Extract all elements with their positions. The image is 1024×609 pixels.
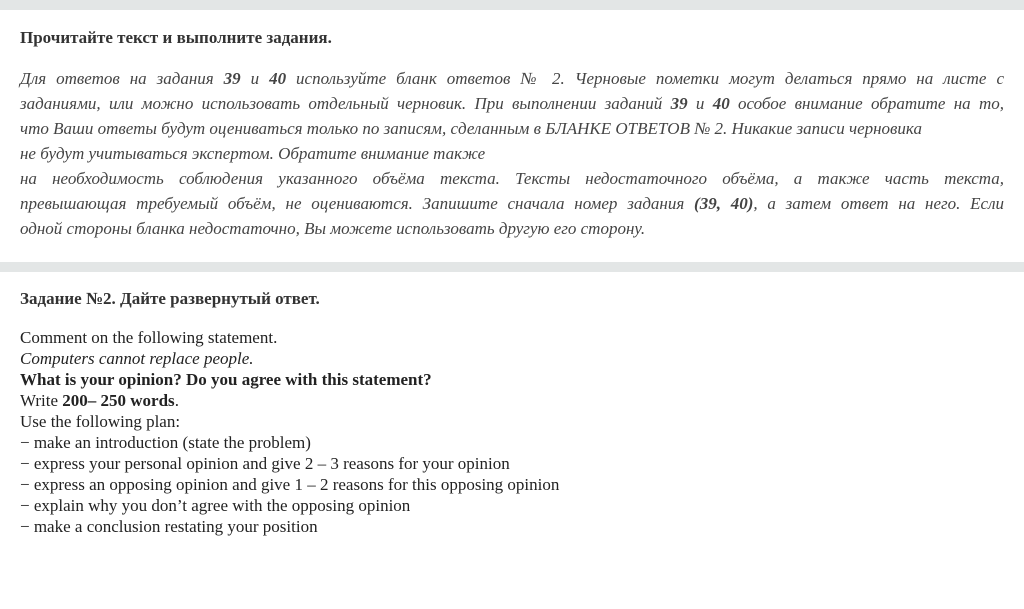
plan-item: − express an opposing opinion and give 1 – 2 reasons for this opposing opinion bbox=[20, 475, 560, 494]
intro-line-4: не будут учитываться экспертом. Обратите внимание также bbox=[20, 144, 486, 163]
task-section bbox=[0, 272, 1024, 537]
instructions-text bbox=[20, 66, 1004, 241]
instructions-section bbox=[0, 10, 1024, 262]
plan-intro: Use the following plan: bbox=[20, 412, 181, 431]
task-heading: Задание №2. Дайте развернутый ответ. bbox=[20, 289, 320, 308]
intro-line-5: на необходимость соблюдения указанного объёма текста. Тексты недостаточного объёма, а также часть текста, bbox=[20, 169, 1004, 188]
question-line: What is your opinion? Do you agree with this statement? bbox=[20, 370, 432, 389]
plan-item: − explain why you don’t agree with the opposing opinion bbox=[20, 496, 411, 515]
comment-line: Comment on the following statement. bbox=[20, 328, 278, 347]
intro-line-6: превышающая требуемый объём, не оцениваются. Запишите сначала номер задания (39, 40), а затем ответ на него. Если bbox=[20, 194, 1005, 213]
word-count-line: Write 200– 250 words. bbox=[20, 391, 179, 410]
middle-divider bbox=[0, 262, 1024, 272]
task-body bbox=[20, 327, 1004, 537]
plan-item: − express your personal opinion and give 2 – 3 reasons for your opinion bbox=[20, 454, 510, 473]
intro-line-1: Для ответов на задания 39 и 40 используйте бланк ответов № 2. Черновые пометки могут делаться прямо на листе с bbox=[20, 69, 1004, 88]
plan-item: − make a conclusion restating your position bbox=[20, 517, 318, 536]
plan-item: − make an introduction (state the problem) bbox=[20, 433, 311, 452]
intro-line-2: заданиями, или можно использовать отдельный черновик. При выполнении заданий 39 и 40 особое внимание обратите на то, bbox=[20, 94, 1005, 113]
statement-line: Computers cannot replace people. bbox=[20, 349, 254, 368]
top-divider bbox=[0, 0, 1024, 10]
instructions-heading: Прочитайте текст и выполните задания. bbox=[20, 28, 332, 47]
intro-line-7: одной стороны бланка недостаточно, Вы можете использовать другую его сторону. bbox=[20, 219, 646, 238]
intro-line-3: что Ваши ответы будут оцениваться только по записям, сделанным в БЛАНКЕ ОТВЕТОВ № 2. Никакие записи черновика bbox=[20, 119, 922, 138]
